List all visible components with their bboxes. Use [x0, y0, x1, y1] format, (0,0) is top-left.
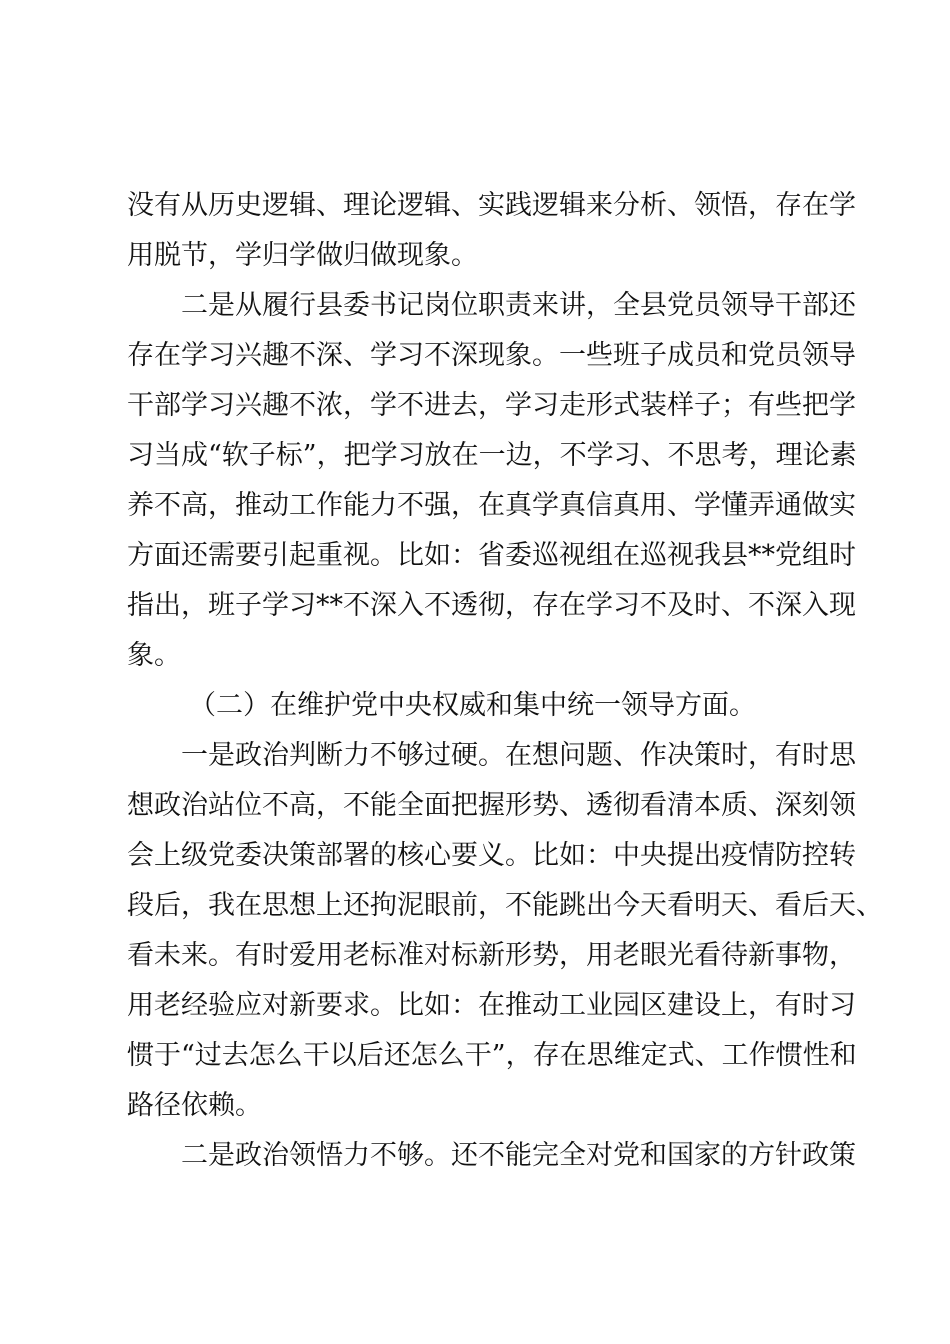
text-line: 看未来。有时爱用老标准对标新形势，用老眼光看待新事物， — [127, 940, 856, 971]
text-line: 象。 — [127, 640, 181, 671]
text-line: 用老经验应对新要求。比如：在推动工业园区建设上，有时习 — [127, 990, 856, 1021]
section-heading — [127, 681, 837, 731]
text-line: 习当成“软子标”，把学习放在一边，不学习、不思考，理论素 — [127, 440, 857, 471]
text-line: 段后，我在思想上还拘泥眼前，不能跳出今天看明天、看后天、 — [127, 890, 883, 921]
text-line: 方面还需要引起重视。比如：省委巡视组在巡视我县**党组时 — [127, 540, 856, 571]
text-line: 养不高，推动工作能力不强，在真学真信真用、学懂弄通做实 — [127, 490, 856, 521]
text-line: 会上级党委决策部署的核心要义。比如：中央提出疫情防控转 — [127, 840, 856, 871]
paragraph-political-judgment — [127, 731, 883, 1131]
text-line: 二是从履行县委书记岗位职责来讲，全县党员领导干部还 — [181, 290, 856, 321]
paragraph-county-secretary-duty — [127, 281, 857, 681]
document-body — [127, 181, 883, 1181]
text-line: 干部学习兴趣不浓，学不进去，学习走形式装样子；有些把学 — [127, 390, 856, 421]
heading-text: （二）在维护党中央权威和集中统一领导方面。 — [189, 690, 756, 721]
paragraph-political-comprehension — [127, 1131, 856, 1181]
text-line: 想政治站位不高，不能全面把握形势、透彻看清本质、深刻领 — [127, 790, 856, 821]
text-line: 没有从历史逻辑、理论逻辑、实践逻辑来分析、领悟，存在学 — [127, 190, 856, 221]
text-line: 一是政治判断力不够过硬。在想问题、作决策时，有时思 — [181, 740, 856, 771]
text-line: 存在学习兴趣不深、学习不深现象。一些班子成员和党员领导 — [127, 340, 856, 371]
text-line: 惯于“过去怎么干以后还怎么干”，存在思维定式、工作惯性和 — [127, 1040, 857, 1071]
paragraph-history-logic — [127, 181, 856, 281]
text-line: 用脱节，学归学做归做现象。 — [127, 240, 478, 271]
text-line: 路径依赖。 — [127, 1090, 262, 1121]
text-line: 指出，班子学习**不深入不透彻，存在学习不及时、不深入现 — [127, 590, 856, 621]
text-line: 二是政治领悟力不够。还不能完全对党和国家的方针政策 — [181, 1140, 856, 1171]
